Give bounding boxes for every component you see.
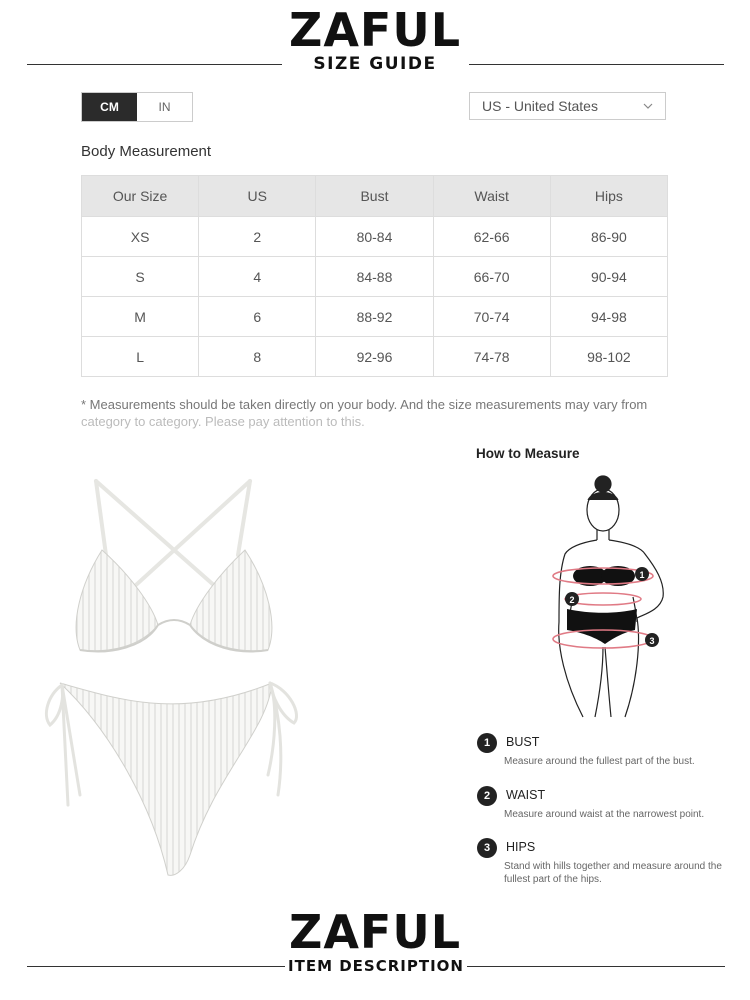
measure-item-waist xyxy=(477,786,737,826)
unit-cm-button[interactable]: CM xyxy=(82,93,137,121)
svg-text:3: 3 xyxy=(649,636,655,646)
bust-label: BUST xyxy=(506,735,540,749)
footer-rule-left xyxy=(27,966,285,967)
table-cell: 6 xyxy=(199,297,316,337)
table-cell: 86-90 xyxy=(550,217,667,257)
table-row xyxy=(82,297,668,337)
hips-description: Stand with hills together and measure around the fullest part of the hips. xyxy=(504,861,722,885)
table-cell: M xyxy=(82,297,199,337)
measurement-note xyxy=(81,396,671,430)
table-header-cell: Our Size xyxy=(82,176,199,217)
bust-number-badge: 1 xyxy=(477,733,497,753)
body-figure-illustration xyxy=(545,472,670,722)
unit-in-button[interactable]: IN xyxy=(137,93,192,121)
table-cell: 2 xyxy=(199,217,316,257)
table-cell: XS xyxy=(82,217,199,257)
waist-label: WAIST xyxy=(506,788,546,802)
unit-toggle xyxy=(81,92,193,122)
table-cell: 90-94 xyxy=(550,257,667,297)
svg-text:2: 2 xyxy=(569,595,575,605)
how-to-measure-title: How to Measure xyxy=(476,446,580,461)
measure-item-hips xyxy=(477,838,737,893)
table-cell: 92-96 xyxy=(316,337,433,377)
table-cell: 8 xyxy=(199,337,316,377)
table-cell: 62-66 xyxy=(433,217,550,257)
footer-subtitle: ITEM DESCRIPTION xyxy=(288,957,464,975)
waist-number-badge: 2 xyxy=(477,786,497,806)
chevron-down-icon xyxy=(643,103,653,109)
hips-label: HIPS xyxy=(506,840,536,854)
region-select-value: US - United States xyxy=(482,98,598,114)
marker-1-icon xyxy=(635,567,649,581)
header-rule-left xyxy=(27,64,282,65)
table-cell: 4 xyxy=(199,257,316,297)
table-cell: 70-74 xyxy=(433,297,550,337)
table-header-cell: Waist xyxy=(433,176,550,217)
table-header-cell: US xyxy=(199,176,316,217)
marker-3-icon xyxy=(645,633,659,647)
table-cell: 74-78 xyxy=(433,337,550,377)
note-line-2: category to category. Please pay attention to this. xyxy=(81,414,365,429)
table-row xyxy=(82,257,668,297)
svg-text:1: 1 xyxy=(639,570,645,580)
table-header-cell: Bust xyxy=(316,176,433,217)
table-cell: 66-70 xyxy=(433,257,550,297)
table-cell: 88-92 xyxy=(316,297,433,337)
bust-description: Measure around the fullest part of the bust. xyxy=(504,756,695,767)
header-rule-right xyxy=(469,64,724,65)
size-table xyxy=(81,175,668,377)
table-cell: 84-88 xyxy=(316,257,433,297)
footer-rule-right xyxy=(467,966,725,967)
brand-logo: ZAFUL xyxy=(288,3,462,57)
product-image xyxy=(40,475,310,890)
table-header-row xyxy=(82,176,668,217)
table-row xyxy=(82,217,668,257)
section-title: Body Measurement xyxy=(81,143,212,160)
table-cell: 98-102 xyxy=(550,337,667,377)
page-title: SIZE GUIDE xyxy=(313,54,437,74)
table-cell: 94-98 xyxy=(550,297,667,337)
waist-description: Measure around waist at the narrowest point. xyxy=(504,809,705,820)
table-cell: L xyxy=(82,337,199,377)
region-select[interactable] xyxy=(469,92,666,120)
table-cell: 80-84 xyxy=(316,217,433,257)
table-header-cell: Hips xyxy=(550,176,667,217)
note-line-1: * Measurements should be taken directly on your body. And the size measurements may vary from xyxy=(81,397,648,412)
hips-number-badge: 3 xyxy=(477,838,497,858)
table-cell: S xyxy=(82,257,199,297)
measure-item-bust xyxy=(477,733,737,773)
footer-brand-logo: ZAFUL xyxy=(288,905,462,959)
table-row xyxy=(82,337,668,377)
marker-2-icon xyxy=(565,592,579,606)
